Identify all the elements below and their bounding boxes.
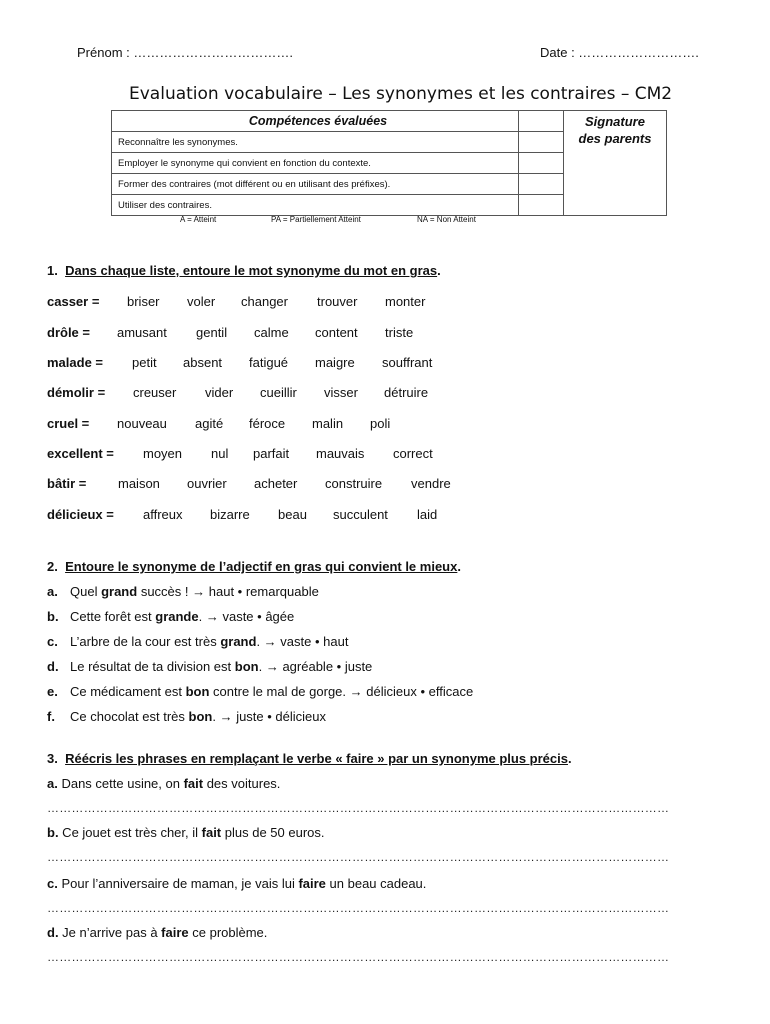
- competence-item: Former des contraires (mot différent ou en utilisant des préfixes).: [112, 174, 519, 195]
- q2-title: [47, 559, 461, 574]
- competence-box[interactable]: [519, 195, 564, 216]
- q1-choice-word[interactable]: maison: [118, 476, 160, 491]
- q1-choice-word[interactable]: trouver: [317, 294, 358, 309]
- q3-bold-verb: faire: [161, 925, 189, 940]
- q1-choice-word[interactable]: calme: [254, 325, 289, 340]
- q1-choice-word[interactable]: malin: [312, 416, 344, 431]
- q1-choice-word[interactable]: triste: [385, 325, 414, 340]
- q2-bold-adjective: bon: [185, 684, 210, 699]
- q2-number: 2.: [47, 559, 58, 574]
- q2-item-letter: e.: [47, 684, 58, 699]
- q2-sentence-start: Le résultat de ta division est: [70, 659, 235, 674]
- q3-sentence-end: plus de 50 euros.: [221, 825, 325, 840]
- q3-sentence-start: Dans cette usine, on: [57, 776, 184, 791]
- q3-answer-line[interactable]: ………………………………………………………………………………………………………………………………………: [47, 850, 670, 864]
- q1-choice-word[interactable]: laid: [417, 507, 438, 522]
- q2-choices[interactable]: agréable • juste: [282, 659, 373, 674]
- q2-sentence: [70, 709, 326, 724]
- q2-sentence-end: succès !: [137, 584, 193, 599]
- q3-sentence: [47, 925, 267, 940]
- legend-atteint: A = Atteint: [180, 215, 217, 224]
- signature-label-2: des parents: [578, 131, 652, 146]
- q2-bold-adjective: bon: [234, 659, 259, 674]
- legend-partiel: PA = Partiellement Atteint: [271, 215, 361, 224]
- q1-choice-word[interactable]: affreux: [143, 507, 183, 522]
- q1-choice-word[interactable]: bizarre: [210, 507, 250, 522]
- q2-sentence-end: .: [198, 609, 206, 624]
- q3-item-letter: a.: [47, 776, 58, 791]
- q2-instruction: Entoure le synonyme de l’adjectif en gras qui convient le mieux: [65, 559, 458, 574]
- competence-box[interactable]: [519, 153, 564, 174]
- q2-sentence-start: Ce médicament est: [70, 684, 186, 699]
- q1-bold-word: excellent =: [47, 446, 114, 461]
- q2-sentence: [70, 584, 319, 599]
- q1-choice-word[interactable]: construire: [325, 476, 383, 491]
- q1-number: 1.: [47, 263, 58, 278]
- q2-sentence-end: .: [212, 709, 220, 724]
- q2-sentence-start: L’arbre de la cour est très: [70, 634, 221, 649]
- q3-title: [47, 751, 572, 766]
- competence-item: Utiliser des contraires.: [112, 195, 519, 216]
- arrow-icon: →: [263, 634, 277, 649]
- q3-sentence: [47, 876, 426, 891]
- q3-sentence-end: ce problème.: [188, 925, 268, 940]
- q2-sentence: [70, 634, 348, 649]
- q1-bold-word: malade =: [47, 355, 104, 370]
- q1-choice-word[interactable]: voler: [187, 294, 216, 309]
- q1-choice-word[interactable]: content: [315, 325, 358, 340]
- q1-choice-word[interactable]: absent: [183, 355, 223, 370]
- q1-choice-word[interactable]: visser: [324, 385, 358, 400]
- q2-sentence-start: Quel: [70, 584, 102, 599]
- q1-choice-word[interactable]: amusant: [117, 325, 167, 340]
- arrow-icon: →: [349, 684, 363, 699]
- q2-choices[interactable]: vaste • haut: [280, 634, 349, 649]
- q1-choice-word[interactable]: ouvrier: [187, 476, 227, 491]
- q1-choice-word[interactable]: souffrant: [382, 355, 433, 370]
- q1-choice-word[interactable]: fatigué: [249, 355, 289, 370]
- q1-choice-word[interactable]: correct: [393, 446, 433, 461]
- prenom-field[interactable]: Prénom : ……………………………….: [77, 45, 293, 60]
- q1-choice-word[interactable]: vider: [205, 385, 234, 400]
- q1-choice-word[interactable]: parfait: [253, 446, 290, 461]
- competence-box[interactable]: [519, 111, 564, 132]
- q1-choice-word[interactable]: nouveau: [117, 416, 167, 431]
- q2-bold-adjective: grande: [155, 609, 199, 624]
- q1-choice-word[interactable]: petit: [132, 355, 157, 370]
- q2-bold-adjective: grand: [101, 584, 138, 599]
- q1-choice-word[interactable]: poli: [370, 416, 391, 431]
- q2-item-letter: f.: [47, 709, 55, 724]
- q3-answer-line[interactable]: ………………………………………………………………………………………………………………………………………: [47, 950, 670, 964]
- q2-item-letter: c.: [47, 634, 58, 649]
- q1-choice-word[interactable]: beau: [278, 507, 307, 522]
- q1-choice-word[interactable]: maigre: [315, 355, 355, 370]
- competences-table: [111, 110, 667, 216]
- q1-bold-word: bâtir =: [47, 476, 87, 491]
- q3-instruction: Réécris les phrases en remplaçant le verbe « faire » par un synonyme plus précis: [65, 751, 568, 766]
- q1-choice-word[interactable]: changer: [241, 294, 288, 309]
- q1-bold-word: drôle =: [47, 325, 90, 340]
- q1-choice-word[interactable]: féroce: [249, 416, 286, 431]
- q1-choice-word[interactable]: cueillir: [260, 385, 297, 400]
- q1-period: .: [437, 263, 441, 278]
- competence-box[interactable]: [519, 132, 564, 153]
- q3-sentence: [47, 776, 280, 791]
- q1-choice-word[interactable]: acheter: [254, 476, 298, 491]
- q3-sentence-start: Je n’arrive pas à: [58, 925, 162, 940]
- q1-choice-word[interactable]: gentil: [196, 325, 228, 340]
- q3-number: 3.: [47, 751, 58, 766]
- q2-bold-adjective: grand: [220, 634, 257, 649]
- q2-period: .: [457, 559, 461, 574]
- q2-choices[interactable]: vaste • âgée: [222, 609, 295, 624]
- q3-bold-verb: fait: [183, 776, 204, 791]
- q3-item-letter: c.: [47, 876, 58, 891]
- q2-item-letter: b.: [47, 609, 59, 624]
- q2-sentence-end: .: [258, 659, 266, 674]
- competences-heading: Compétences évaluées: [112, 111, 519, 132]
- signature-label-1: Signature: [585, 114, 645, 129]
- q3-sentence-start: Pour l’anniversaire de maman, je vais lui: [57, 876, 299, 891]
- q1-choice-word[interactable]: mauvais: [316, 446, 365, 461]
- q1-title: [47, 263, 441, 278]
- q2-bold-adjective: bon: [188, 709, 213, 724]
- date-field[interactable]: Date : ……………………….: [540, 45, 699, 60]
- legend-non-atteint: NA = Non Atteint: [417, 215, 476, 224]
- q2-sentence-start: Ce chocolat est très: [70, 709, 189, 724]
- q3-answer-line[interactable]: ………………………………………………………………………………………………………………………………………: [47, 901, 670, 915]
- q3-sentence-start: Ce jouet est très cher, il: [58, 825, 202, 840]
- arrow-icon: →: [205, 609, 219, 624]
- q1-choice-word[interactable]: creuser: [133, 385, 177, 400]
- arrow-icon: →: [219, 709, 233, 724]
- q1-bold-word: cruel =: [47, 416, 90, 431]
- q3-item-letter: d.: [47, 925, 59, 940]
- q2-sentence-end: .: [256, 634, 264, 649]
- q2-sentence: [70, 609, 294, 624]
- q1-choice-word[interactable]: vendre: [411, 476, 451, 491]
- q1-bold-word: démolir =: [47, 385, 106, 400]
- page-title: Evaluation vocabulaire – Les synonymes et les contraires – CM2: [129, 84, 673, 104]
- q1-choice-word[interactable]: monter: [385, 294, 426, 309]
- q2-choices[interactable]: juste • délicieux: [236, 709, 327, 724]
- q1-choice-word[interactable]: détruire: [384, 385, 429, 400]
- q1-bold-word: délicieux =: [47, 507, 114, 522]
- q2-choices[interactable]: haut • remarquable: [208, 584, 319, 599]
- q3-answer-line[interactable]: ………………………………………………………………………………………………………………………………………: [47, 801, 670, 815]
- q2-sentence-end: contre le mal de gorge.: [209, 684, 350, 699]
- q2-sentence: [70, 659, 372, 674]
- competence-item: Reconnaître les synonymes.: [112, 132, 519, 153]
- competence-item: Employer le synonyme qui convient en fonction du contexte.: [112, 153, 519, 174]
- q1-choice-word[interactable]: agité: [195, 416, 224, 431]
- q2-choices[interactable]: délicieux • efficace: [366, 684, 474, 699]
- q3-bold-verb: fait: [201, 825, 222, 840]
- arrow-icon: →: [265, 659, 279, 674]
- q3-sentence-end: des voitures.: [203, 776, 281, 791]
- arrow-icon: →: [192, 584, 206, 599]
- q1-instruction: Dans chaque liste, entoure le mot synonyme du mot en gras: [65, 263, 438, 278]
- q1-bold-word: casser =: [47, 294, 100, 309]
- q3-item-letter: b.: [47, 825, 59, 840]
- q3-bold-verb: faire: [298, 876, 326, 891]
- q1-choice-word[interactable]: nul: [211, 446, 229, 461]
- q2-sentence-start: Cette forêt est: [70, 609, 156, 624]
- q1-choice-word[interactable]: moyen: [143, 446, 183, 461]
- q2-sentence: [70, 684, 473, 699]
- signature-cell[interactable]: [564, 111, 667, 216]
- q3-sentence-end: un beau cadeau.: [325, 876, 427, 891]
- q3-period: .: [567, 751, 572, 766]
- competence-box[interactable]: [519, 174, 564, 195]
- q1-choice-word[interactable]: succulent: [333, 507, 388, 522]
- q1-choice-word[interactable]: briser: [127, 294, 160, 309]
- q2-item-letter: a.: [47, 584, 58, 599]
- q3-sentence: [47, 825, 325, 840]
- q2-item-letter: d.: [47, 659, 59, 674]
